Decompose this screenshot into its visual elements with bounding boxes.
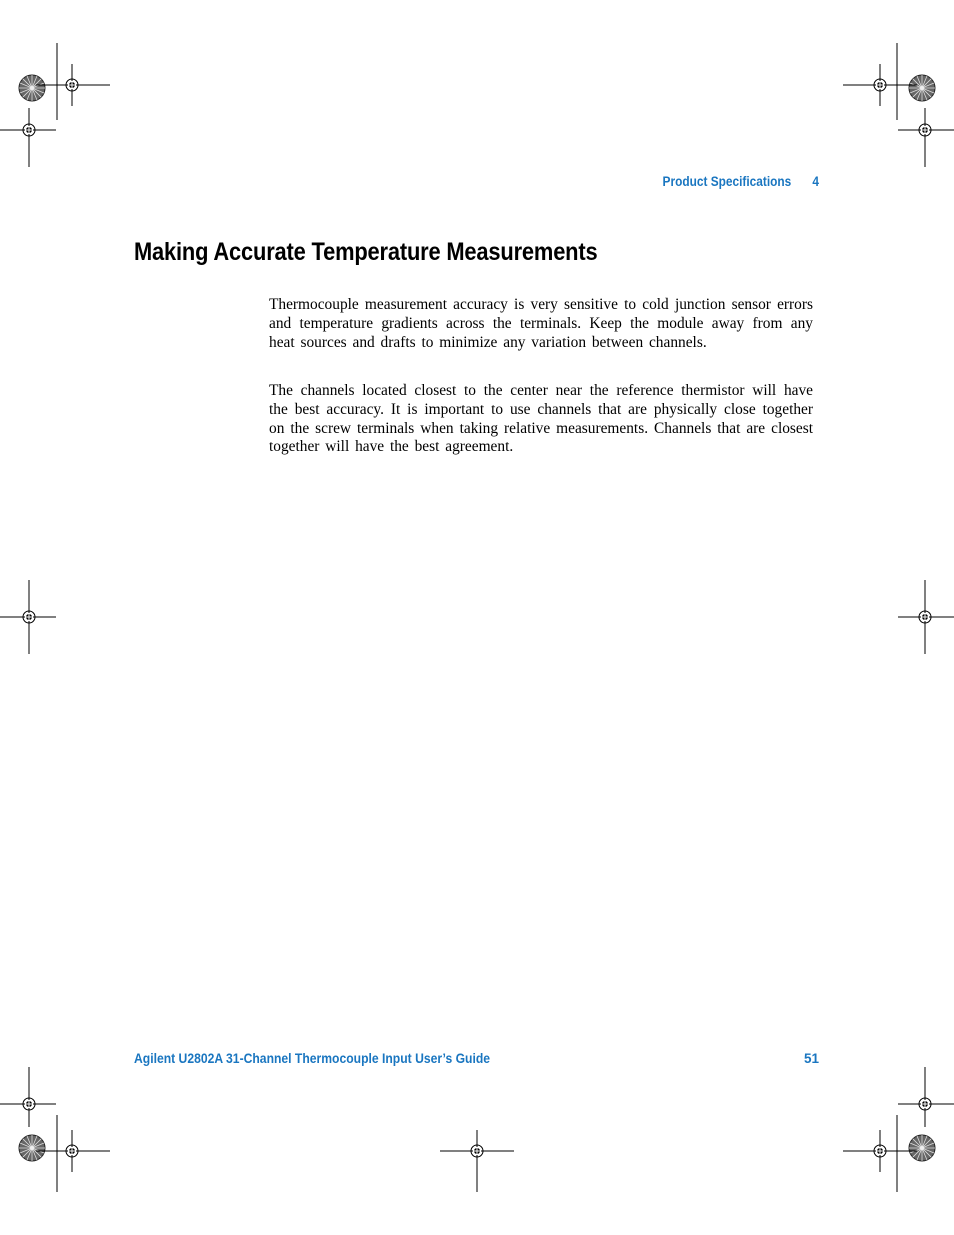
footer-document-title: Agilent U2802A 31-Channel Thermocouple Input User’s Guide — [134, 1051, 491, 1066]
starburst-target-icon — [909, 1135, 935, 1161]
chapter-number: 4 — [812, 174, 819, 189]
starburst-target-icon — [909, 75, 935, 101]
starburst-target-icon — [19, 1135, 45, 1161]
chapter-title: Product Specifications — [662, 174, 792, 189]
paragraph-text: The channels located closest to the center near the reference thermistor will have the best accuracy. It is important to use channels that are physically close together on the screw terminals when taking relative measurements. Channels that are closest together will have the best agreement. — [269, 382, 813, 456]
footer-page-number: 51 — [803, 1051, 819, 1066]
section-title: Making Accurate Temperature Measurements — [134, 238, 598, 266]
starburst-target-icon — [19, 75, 45, 101]
paragraph-text: Thermocouple measurement accuracy is very sensitive to cold junction sensor errors and temperature gradients across the terminals. Keep the module away from any heat sources and drafts to minimize any variation between channels. — [269, 296, 813, 351]
